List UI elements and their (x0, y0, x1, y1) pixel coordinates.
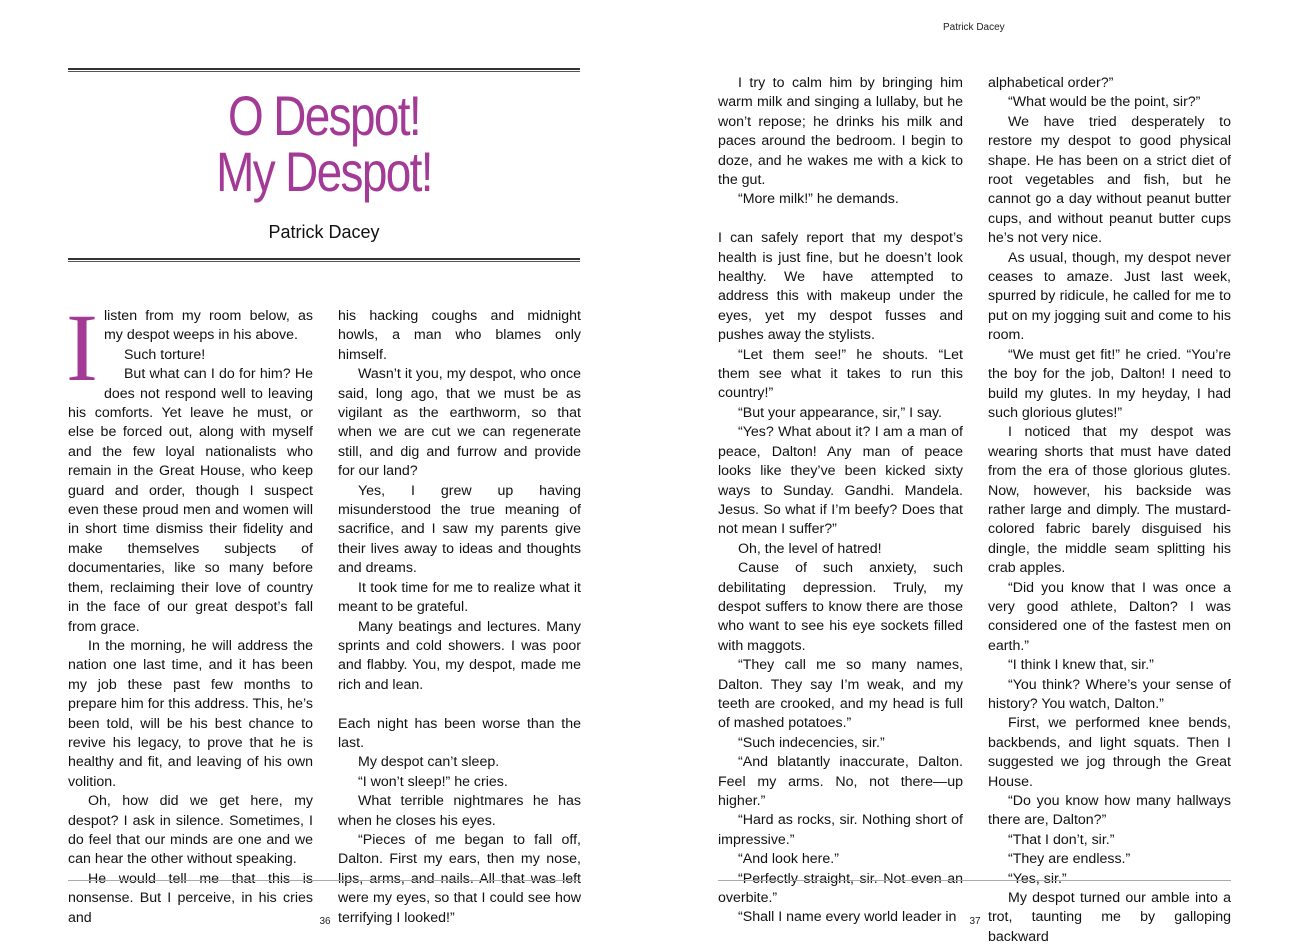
paragraph: “That I don’t, sir.” (1008, 831, 1115, 848)
paragraph: As usual, though, my despot never ceases to amaze. Just last week, spurred by ridicule, he called for me to put on my jogging suit and come to his room. (988, 249, 1231, 344)
paragraph: “Such indecencies, sir.” (738, 734, 885, 751)
footer-rule (718, 880, 1231, 881)
paragraph: “But your appearance, sir,” I say. (738, 404, 942, 421)
paragraph: “Perfectly straight, sir. Not even an overbite.” (718, 870, 963, 907)
paragraph: “Let them see!” he shouts. “Let them see what it takes to run this country!” (718, 346, 963, 402)
story-title (114, 84, 534, 203)
paragraph: Many beatings and lectures. Many sprints and cold showers. I was poor and flabby. You, my despot, made me rich and lean. (338, 618, 581, 693)
paragraph: I noticed that my despot was wearing shorts that must have dated from the era of those glorious glutes. Now, however, his backside was rather large and dimply. The mustard-colored fabric barely disguised his dingle, the middle seam splitting his crab apples. (988, 424, 1231, 577)
paragraph: Such torture! (123, 346, 206, 363)
paragraph: I try to calm him by bringing him warm milk and singing a lullaby, but he won’t repose; he drinks his milk and paces around the bedroom. I begin to doze, and he wakes me with a kick to the gut. (718, 75, 963, 189)
paragraph: “Did you know that I was once a very good athlete, Dalton? I was considered one of the fastest men on earth.” (988, 579, 1231, 654)
page-number: 36 (319, 916, 331, 927)
paragraph: his hacking coughs and midnight howls, a man who blames only himself. (338, 308, 581, 363)
paragraph: “And look here.” (738, 851, 839, 868)
paragraph: My despot can’t sleep. (358, 754, 500, 771)
paragraph: Ilisten from my room below, as my despot weeps in his above. (66, 294, 313, 401)
title-rule-top (68, 68, 580, 72)
paragraph: “You think? Where’s your sense of history? You watch, Dalton.” (988, 676, 1231, 712)
paragraph: First, we performed knee bends, backbends, and light squats. Then I suggested we jog through the Great House. (988, 715, 1231, 790)
column-p36-1 (66, 294, 313, 928)
title-line-1: O Despot! (228, 84, 420, 147)
paragraph: alphabetical order?” (988, 75, 1114, 91)
paragraph: “And blatantly inaccurate, Dalton. Feel my arms. No, not there—up higher.” (718, 754, 963, 810)
paragraph: “Shall I name every world leader in (738, 909, 957, 926)
paragraph: “Hard as rocks, sir. Nothing short of impressive.” (718, 812, 963, 848)
paragraph: “Do you know how many hallways there are, Dalton?” (988, 793, 1231, 829)
page-37 (650, 0, 1300, 950)
paragraph: In the morning, he will address the nation one last time, and it has been my job these past few months to prepare him for this address. This, he’s been told, will be his best chance to revive his legacy, to prove that he is healthy and fit, and leaving of his own volition. (68, 637, 313, 790)
paragraph: “We must get fit!” he cried. “You’re the boy for the job, Dalton! I need to build my glutes. In my heyday, I had such glorious glutes!” (988, 346, 1231, 421)
footer-rule (68, 880, 580, 881)
paragraph: Wasn’t it you, my despot, who once said, long ago, that we must be as vigilant as the earthworm, so that when we are cut we can regenerate still, and dig and furrow and provide for our land? (338, 366, 581, 480)
byline: Patrick Dacey (268, 222, 380, 242)
page-number: 37 (969, 916, 981, 927)
paragraph: My despot turned our amble into a trot, taunting me by galloping backward (988, 890, 1231, 945)
paragraph: Oh, the level of hatred! (738, 540, 882, 557)
title-line-2: My Despot! (216, 140, 432, 203)
paragraph: Oh, how did we get here, my despot? I ask in silence. Sometimes, I do feel that our minds are one and we can hear the other without speaking. (68, 793, 313, 868)
paragraph: “They are endless.” (1008, 851, 1131, 868)
paragraph: I can safely report that my despot’s health is just fine, but he doesn’t look healthy. We have attempted to address this with makeup under the eyes, yet my despot fusses and pushes away the stylists. (718, 230, 963, 344)
paragraph: It took time for me to realize what it meant to be grateful. (338, 579, 581, 616)
paragraph: We have tried desperately to restore my despot to good physical shape. He has been on a strict diet of root vegetables and fish, but he cannot go a day without peanut butter cups, and without peanut butter cups he’s not very nice. (988, 113, 1231, 247)
paragraph: Yes, I grew up having misunderstood the true meaning of sacrifice, and I saw my parents give their lives away to ideas and thoughts and dreams. (338, 482, 581, 577)
paragraph: “What would be the point, sir?” (1008, 94, 1201, 111)
paragraph: What terrible nightmares he has when he closes his eyes. (338, 793, 581, 829)
paragraph: “More milk!” he demands. (738, 191, 899, 208)
paragraph: “Yes? What about it? I am a man of peace, Dalton! Any man of peace looks like they’ve been kicked sixty ways to Sunday. Gandhi. Mandela. Jesus. So what if I’m beefy? Does that not mean I suffer?” (718, 424, 963, 538)
paragraph: “I won’t sleep!” he cries. (358, 773, 508, 790)
paragraph: Cause of such anxiety, such debilitating depression. Truly, my despot suffers to know there are those who want to see his eye sockets filled with maggots. (718, 560, 963, 654)
paragraph: “I think I knew that, sir.” (1008, 657, 1154, 674)
column-p36-2 (338, 307, 581, 928)
drop-cap: I (66, 294, 98, 401)
paragraph: “They call me so many names, Dalton. They say I’m weak, and my teeth are crooked, and my head is full of mashed potatoes.” (718, 657, 963, 732)
column-p37-2 (988, 74, 1231, 947)
column-p37-1 (718, 74, 963, 928)
paragraph: He would tell me that this is nonsense. But I perceive, in his cries and (68, 870, 313, 926)
paragraph: “Pieces of me began to fall off, Dalton. First my ears, then my nose, lips, arms, and nails. All that was left were my eyes, so that I could see how terrifying I looked!” (338, 831, 581, 926)
paragraph: Each night has been worse than the last. (338, 715, 581, 751)
running-head: Patrick Dacey (943, 22, 1005, 33)
paragraph: “Yes, sir.” (1008, 870, 1067, 887)
paragraph: But what can I do for him? He does not respond well to leaving his comforts. Yet leave he must, or else be forced out, along with myself and the few loyal nationalists who remain in the Great House, who keep guard and order, though I suspect even these proud men and women will in short time dismiss their fidelity and make themselves subjects of documentaries, like so many before them, reclaiming their love of country in the face of our great despot’s fall from grace. (68, 366, 313, 635)
title-rule-bottom (68, 258, 580, 262)
